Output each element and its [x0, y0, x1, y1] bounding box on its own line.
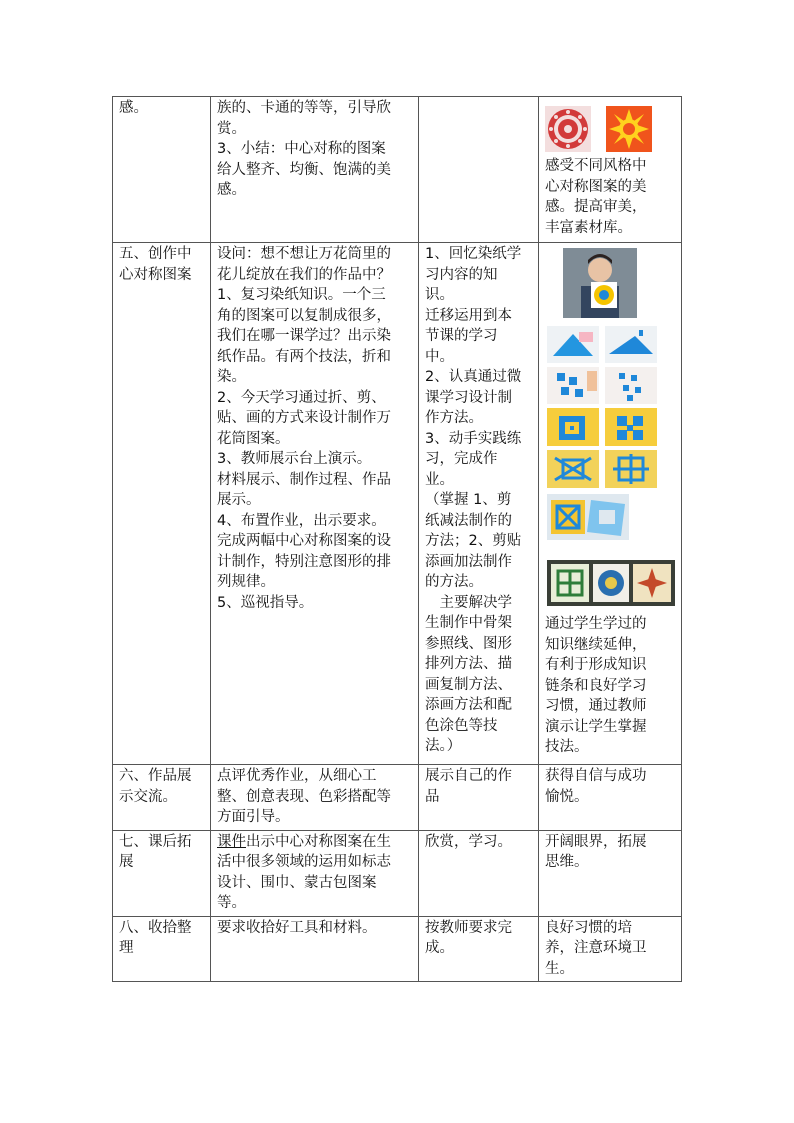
text-line: 心对称图案的美 [545, 178, 647, 195]
text-line: 2、认真通过微 [425, 369, 522, 385]
text-line: 欣赏，学习。 [425, 833, 512, 850]
teacher-activity-cell [211, 916, 419, 982]
text-line: 识。 [425, 287, 454, 303]
text-line: 展示。 [217, 492, 261, 508]
text-line: 技法。 [545, 739, 589, 755]
demonstration-photos [545, 244, 676, 614]
step-cell [113, 916, 211, 982]
text-line: 画复制方法、 [425, 676, 512, 693]
text-line: 展示自己的作 [425, 768, 512, 784]
text-line: 演示让学生掌握 [545, 718, 647, 735]
text-line: 等。 [217, 895, 246, 911]
text-line: 开阔眼界，拓展 [545, 833, 647, 850]
text-line: 3、教师展示台上演示。 [217, 451, 372, 467]
text-line: 纸减法制作的 [425, 512, 512, 529]
purpose-cell [539, 243, 682, 765]
finished-pattern-photo [547, 450, 599, 488]
text-line: 心对称图案 [119, 266, 192, 283]
unfolded-paper-photo [547, 367, 599, 404]
text-line: 整、创意表现、色彩搭配等 [217, 788, 391, 805]
text-line: 我们在哪一课学过？出示染 [217, 328, 391, 344]
courseware-link: 课件 [217, 833, 246, 850]
pattern-examples [545, 98, 676, 156]
purpose-cell [539, 830, 682, 916]
text-line: 展 [119, 854, 134, 870]
text-line: 材料展示、制作过程、作品 [217, 471, 391, 488]
text-line: 点评优秀作业，从细心工 [217, 768, 377, 784]
sun-pattern-image [606, 106, 652, 152]
text-line: 获得自信与成功 [545, 768, 647, 784]
text-line: 有利于形成知识 [545, 657, 647, 673]
student-activity-cell [419, 243, 539, 765]
step-cell [113, 97, 211, 243]
text-line: 4、布置作业，出示要求。 [217, 512, 386, 529]
text-line: 丰富素材库。 [545, 219, 632, 236]
teacher-activity-cell [211, 765, 419, 831]
text-line: 通过学生学过的 [545, 616, 647, 632]
text-line: 设问：想不想让万花筒里的 [217, 246, 391, 262]
text-line: 添画方法和配 [425, 697, 512, 713]
text-line: 生。 [545, 960, 574, 977]
text-line: 习内容的知 [425, 266, 498, 283]
purpose-cell [539, 765, 682, 831]
text-line: 链条和良好学习 [545, 677, 647, 694]
student-activity-cell [419, 97, 539, 243]
text-line: 法。） [425, 738, 462, 754]
purpose-text [545, 614, 676, 758]
text-line: 5、巡视指导。 [217, 594, 314, 611]
text-line: 品 [425, 788, 440, 805]
text-line: 纸作品。有两个技法，折和 [217, 348, 391, 365]
table-row [113, 243, 682, 765]
pattern-on-yellow-photo [605, 408, 657, 446]
text-line: 的方法。 [425, 574, 483, 590]
text-line: 染。 [217, 369, 246, 385]
text-line: 知识继续延伸， [545, 636, 647, 653]
text-line: 族的、卡通的等等，引导欣 [217, 100, 391, 116]
cutting-step-photo [605, 326, 657, 363]
text-line: 感受不同风格中 [545, 158, 647, 174]
text-line: 活中很多领域的运用如标志 [217, 854, 391, 870]
text-line: 2、今天学习通过折、剪、 [217, 389, 386, 406]
step-cell [113, 243, 211, 765]
text-line: 作方法。 [425, 410, 483, 426]
text-line: 习惯，通过教师 [545, 698, 647, 714]
text-line: 花筒图案。 [217, 430, 290, 447]
text-line: 感。 [119, 100, 148, 116]
text-line: 添画加法制作 [425, 553, 512, 570]
text-line: 五、创作中 [119, 246, 192, 262]
teacher-activity-cell [211, 243, 419, 765]
text-line: 3、小结：中心对称的图案 [217, 141, 386, 157]
sample-works-photo [547, 560, 675, 606]
text-line: 六、作品展 [119, 768, 192, 784]
table-row [113, 830, 682, 916]
text-line: 示交流。 [119, 788, 177, 805]
text-line: 良好习惯的培 [545, 919, 632, 936]
teacher-activity-cell [211, 97, 419, 243]
text-line: 业。 [425, 471, 454, 488]
student-work-photo [547, 494, 629, 540]
text-line: 感。提高审美， [545, 199, 647, 215]
text-line: 要求收拾好工具和材料。 [217, 919, 377, 936]
text-line: 愉悦。 [545, 788, 589, 805]
finished-pattern-photo [605, 450, 657, 488]
text-line: 1、回忆染纸学 [425, 246, 522, 262]
student-activity-cell [419, 916, 539, 982]
student-activity-cell [419, 765, 539, 831]
student-activity-cell [419, 830, 539, 916]
text-line: 中。 [425, 348, 454, 365]
text-line: 3、动手实践练 [425, 430, 522, 447]
step-cell [113, 830, 211, 916]
text-line: 参照线、图形 [425, 635, 512, 652]
text-line: 列规律。 [217, 574, 275, 590]
text-line: 完成两幅中心对称图案的设 [217, 533, 391, 549]
text-line: 主要解决学 [425, 594, 512, 611]
text-line: 角的图案可以复制成很多， [217, 307, 391, 324]
text-line: 色涂色等技 [425, 717, 498, 734]
text-line: 养，注意环境卫 [545, 940, 647, 956]
text-line: 八、收拾整 [119, 919, 192, 936]
cutting-step-photo [547, 326, 599, 363]
teacher-photo [563, 248, 637, 318]
step-cell [113, 765, 211, 831]
purpose-cell [539, 97, 682, 243]
text-line: 排列方法、描 [425, 656, 512, 672]
pattern-on-yellow-photo [547, 408, 599, 446]
purpose-text [545, 156, 676, 238]
text-line: 设计、围巾、蒙古包图案 [217, 874, 377, 891]
text-line: 思维。 [545, 854, 589, 870]
text-line: 成。 [425, 940, 454, 956]
text-line: 迁移运用到本 [425, 307, 512, 324]
text-line: 按教师要求完 [425, 919, 512, 936]
text-line: 方法；2、剪贴 [425, 533, 522, 549]
text-line: 七、课后拓 [119, 833, 192, 850]
lesson-plan-table [112, 96, 682, 982]
table-row [113, 765, 682, 831]
text-line: 贴、画的方式来设计制作万 [217, 410, 391, 426]
text-line: 习，完成作 [425, 451, 498, 467]
text-line: 生制作中骨架 [425, 615, 512, 631]
text-line: 理 [119, 940, 134, 956]
text-line: 给人整齐、均衡、饱满的美 [217, 161, 391, 178]
text-line: 方面引导。 [217, 809, 290, 825]
text-line: （掌握 1、剪 [425, 492, 512, 508]
teacher-activity-cell: 课件出示中心对称图案在生 活中很多领域的运用如标志 设计、围巾、蒙古包图案 等。 [211, 830, 419, 916]
text-line: 课学习设计制 [425, 389, 512, 406]
table-row [113, 97, 682, 243]
text-line: 花儿绽放在我们的作品中？ [217, 266, 391, 283]
purpose-cell [539, 916, 682, 982]
red-paper-cut-image [545, 106, 591, 152]
table-row [113, 916, 682, 982]
text-line: 计制作，特别注意图形的排 [217, 553, 391, 570]
text-line: 赏。 [217, 120, 246, 137]
text-line: 节课的学习 [425, 328, 498, 344]
text-line: 1、复习染纸知识。一个三 [217, 287, 386, 303]
unfolded-paper-photo [605, 367, 657, 404]
text-line: 感。 [217, 182, 246, 198]
